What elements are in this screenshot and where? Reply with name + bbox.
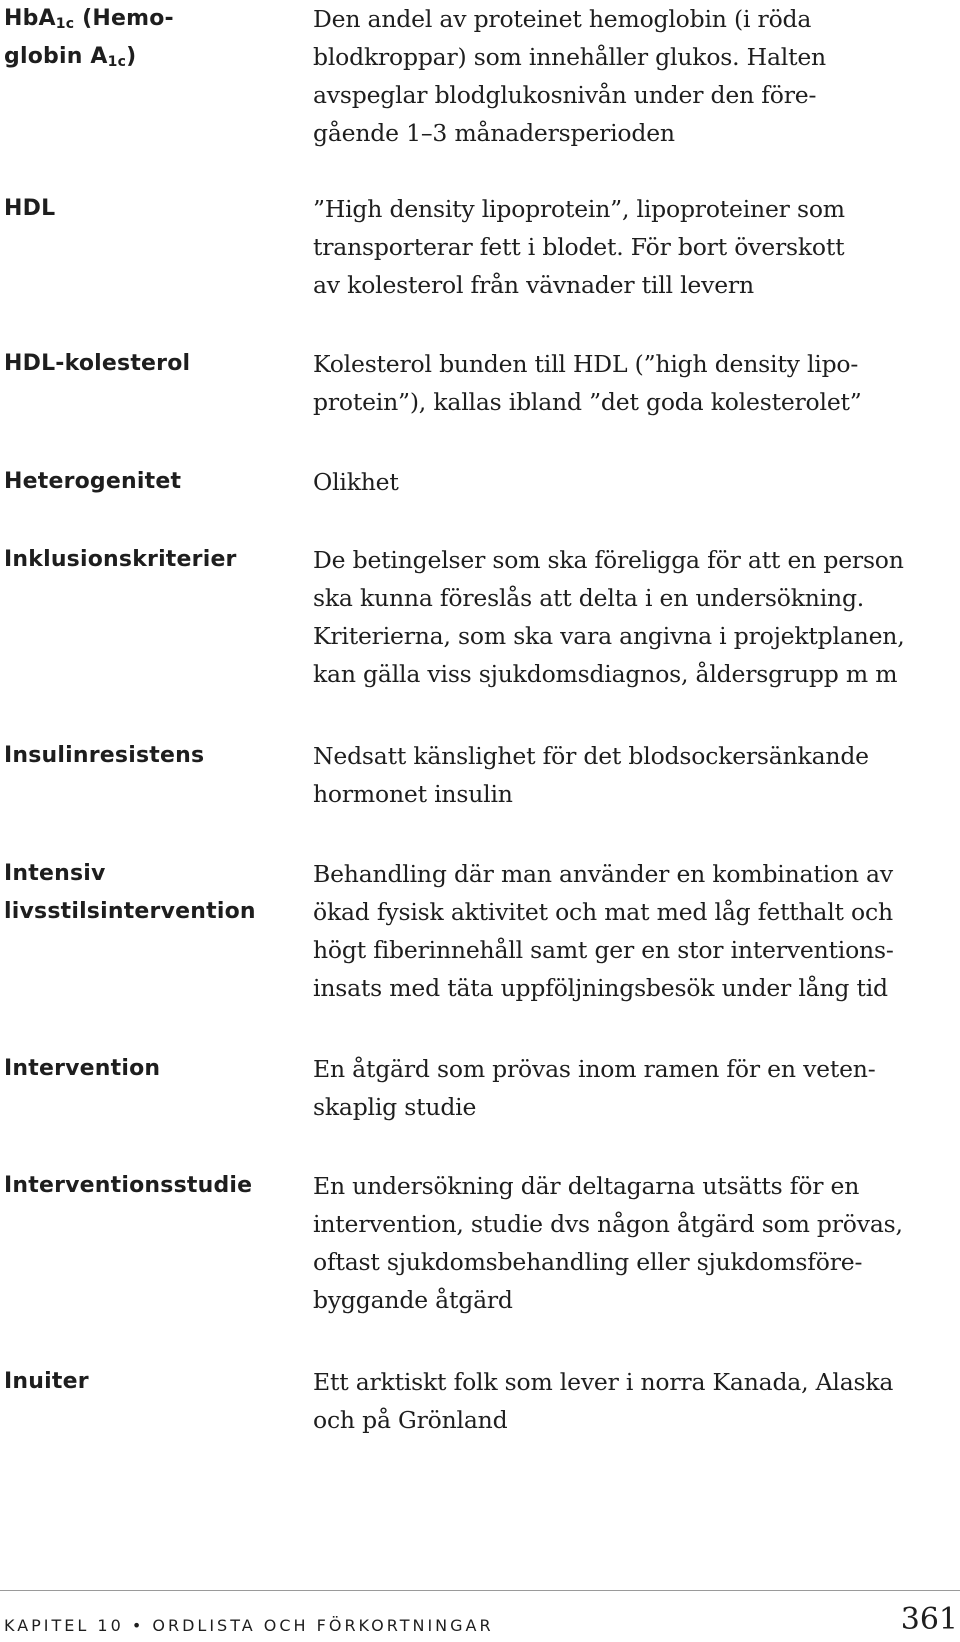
definition-line: En undersökning där deltagarna utsätts för en bbox=[313, 1172, 860, 1200]
definition-line: kan gälla viss sjukdomsdiagnos, åldersgrupp m m bbox=[313, 660, 898, 688]
glossary-definition bbox=[313, 0, 953, 152]
term-line: livsstilsintervention bbox=[4, 899, 256, 924]
definition-line: hormonet insulin bbox=[313, 780, 513, 808]
glossary-definition bbox=[313, 1167, 953, 1319]
definition-line: högt fiberinnehåll samt ger en stor interventions- bbox=[313, 936, 894, 964]
definition-line: byggande åtgärd bbox=[313, 1286, 513, 1314]
definition-line: skaplig studie bbox=[313, 1093, 477, 1121]
glossary-term: Interventionsstudie bbox=[4, 1173, 253, 1198]
definition-line: av kolesterol från vävnader till levern bbox=[313, 271, 754, 299]
term-line: HbA$_{1c}$ (Hemo- bbox=[4, 6, 174, 32]
glossary-definition bbox=[313, 1363, 953, 1439]
footer-divider bbox=[0, 1590, 960, 1591]
glossary-term: Inklusionskriterier bbox=[4, 547, 237, 572]
definition-line: avspeglar blodglukosnivån under den före- bbox=[313, 81, 817, 109]
term-line: globin $A_{1c}$) bbox=[4, 44, 137, 70]
definition-line: Behandling där man använder en kombination av bbox=[313, 860, 893, 888]
glossary-definition bbox=[313, 345, 953, 421]
definition-line: ska kunna föreslås att delta i en undersökning. bbox=[313, 584, 865, 612]
glossary-term: Heterogenitet bbox=[4, 469, 182, 494]
definition-line: insats med täta uppföljningsbesök under lång tid bbox=[313, 974, 888, 1002]
glossary-definition bbox=[313, 1050, 953, 1126]
definition-line: oftast sjukdomsbehandling eller sjukdomsföre- bbox=[313, 1248, 863, 1276]
definition-line: Olikhet bbox=[313, 468, 399, 496]
glossary-term bbox=[4, 0, 304, 76]
glossary-term: HDL bbox=[4, 196, 56, 221]
glossary-term: HDL-kolesterol bbox=[4, 351, 191, 376]
definition-line: Kolesterol bunden till HDL (”high density lipo- bbox=[313, 350, 859, 378]
definition-line: gående 1–3 månadersperioden bbox=[313, 119, 675, 147]
definition-line: Nedsatt känslighet för det blodsockersänkande bbox=[313, 742, 869, 770]
definition-line: ökad fysisk aktivitet och mat med låg fetthalt och bbox=[313, 898, 893, 926]
glossary-definition bbox=[313, 190, 953, 304]
glossary-term: Insulinresistens bbox=[4, 743, 205, 768]
glossary-term: Intervention bbox=[4, 1056, 161, 1081]
term-line: Intensiv bbox=[4, 861, 106, 886]
definition-line: och på Grönland bbox=[313, 1406, 508, 1434]
definition-line: intervention, studie dvs någon åtgärd som prövas, bbox=[313, 1210, 903, 1238]
glossary-definition bbox=[313, 737, 953, 813]
glossary-definition bbox=[313, 463, 953, 501]
definition-line: transporterar fett i blodet. För bort överskott bbox=[313, 233, 845, 261]
definition-line: Kriterierna, som ska vara angivna i projektplanen, bbox=[313, 622, 905, 650]
definition-line: blodkroppar) som innehåller glukos. Halten bbox=[313, 43, 826, 71]
glossary-definition bbox=[313, 855, 953, 1007]
page-footer bbox=[0, 1590, 960, 1642]
definition-line: En åtgärd som prövas inom ramen för en veten- bbox=[313, 1055, 876, 1083]
definition-line: protein”), kallas ibland ”det goda kolesterolet” bbox=[313, 388, 862, 416]
page-number: 361 bbox=[900, 1602, 958, 1637]
glossary-term bbox=[4, 855, 304, 931]
running-head: KAPITEL 10 • ORDLISTA OCH FÖRKORTNINGAR bbox=[4, 1616, 494, 1635]
definition-line: Den andel av proteinet hemoglobin (i röda bbox=[313, 5, 812, 33]
definition-line: ”High density lipoprotein”, lipoproteiner som bbox=[313, 195, 845, 223]
glossary-term: Inuiter bbox=[4, 1369, 89, 1394]
definition-line: Ett arktiskt folk som lever i norra Kanada, Alaska bbox=[313, 1368, 894, 1396]
definition-line: De betingelser som ska föreligga för att en person bbox=[313, 546, 904, 574]
glossary-definition bbox=[313, 541, 953, 693]
